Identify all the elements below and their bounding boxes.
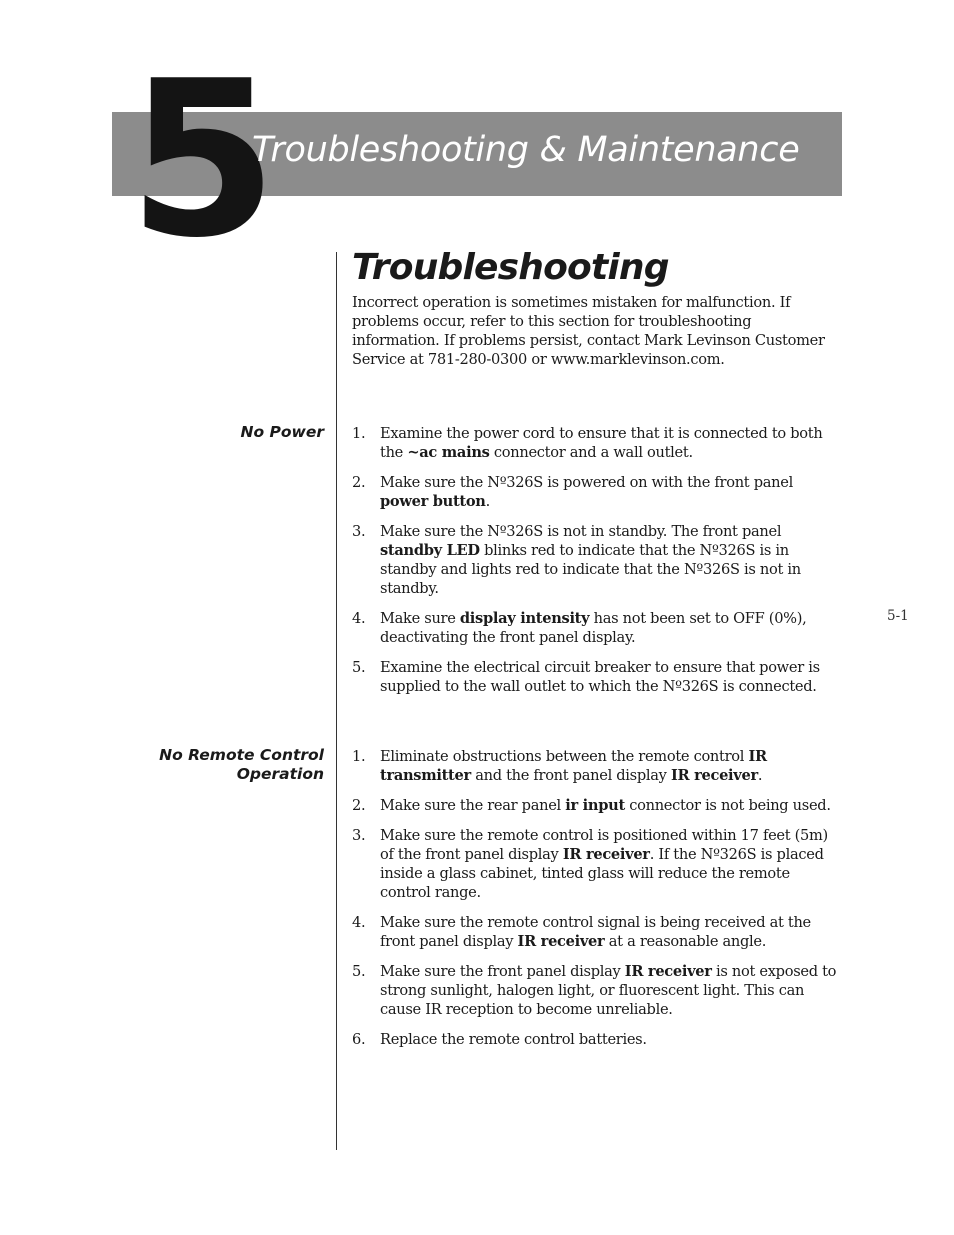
list-item (352, 962, 844, 1019)
no-remote-list (352, 747, 844, 1060)
list-item-number: 1. (352, 748, 366, 765)
list-item-emphasis: IR receiver (517, 933, 605, 950)
list-item-number: 2. (352, 797, 366, 814)
list-item (352, 522, 844, 598)
list-item-emphasis: standby LED (380, 542, 480, 559)
list-item (352, 747, 844, 785)
list-item-emphasis: IR receiver (670, 767, 758, 784)
list-item-emphasis: display intensity (459, 610, 590, 627)
list-item-text: Make sure (380, 610, 460, 627)
list-item-text: is not exposed to strong sunlight, halogen light, or fluorescent light. This can cause IR reception to become unreliable. (380, 963, 837, 1018)
list-item-number: 2. (352, 474, 366, 491)
no-remote-heading-line2: Operation (236, 765, 324, 783)
list-item-text: Make sure the Nº326S is powered on with the front panel (380, 474, 793, 491)
list-item (352, 424, 844, 462)
no-remote-heading-line1: No Remote Control (159, 746, 324, 764)
list-item-number: 4. (352, 610, 366, 627)
list-item-text: Make sure the remote control signal is being received at the front panel display (380, 914, 811, 950)
no-remote-heading (159, 746, 324, 784)
list-item-text: Examine the power cord to ensure that it is connected to both the (380, 425, 823, 461)
no-power-heading: No Power (240, 423, 324, 441)
list-item-text: Replace the remote control batteries. (380, 1031, 647, 1048)
list-item-number: 5. (352, 963, 366, 980)
list-item-text: Make sure the remote control is positioned within 17 feet (5m) of the front panel display (380, 827, 828, 863)
list-item-number: 5. (352, 659, 366, 676)
list-item (352, 796, 844, 815)
list-item-number: 3. (352, 827, 366, 844)
list-item-number: 6. (352, 1031, 366, 1048)
list-item-emphasis: power button (380, 493, 486, 510)
list-item-text: Make sure the Nº326S is not in standby. The front panel (380, 523, 782, 540)
list-item-number: 3. (352, 523, 366, 540)
page-number: 5-1 (887, 608, 909, 624)
list-item-number: 4. (352, 914, 366, 931)
list-item-text: . If the Nº326S is placed inside a glass cabinet, tinted glass will reduce the remote control range. (380, 846, 824, 901)
list-item-text: Make sure the rear panel (380, 797, 566, 814)
list-item-text: has not been set to OFF (0%), deactivating the front panel display. (380, 610, 807, 646)
list-item-text: Make sure the front panel display (380, 963, 625, 980)
list-item-text: connector and a wall outlet. (489, 444, 693, 461)
list-item-emphasis: IR receiver (624, 963, 712, 980)
list-item (352, 473, 844, 511)
list-item-text: connector is not being used. (624, 797, 831, 814)
intro-paragraph: Incorrect operation is sometimes mistaken for malfunction. If problems occur, refer to this section for troubleshooting information. If problems persist, contact Mark Levinson Customer Service at 781-280-0300 or www.marklevinson.com. (352, 294, 825, 368)
list-item-text: Eliminate obstructions between the remote control (380, 748, 749, 765)
section-title: Troubleshooting (352, 247, 669, 288)
list-item-emphasis: ~ac mains (407, 444, 490, 461)
list-item (352, 609, 844, 647)
list-item (352, 1030, 844, 1049)
no-power-list (352, 424, 844, 707)
list-item-emphasis: ir input (565, 797, 625, 814)
list-item-emphasis: IR transmitter (380, 748, 767, 784)
list-item (352, 658, 844, 696)
list-item (352, 826, 844, 902)
list-item-text: at a reasonable angle. (604, 933, 767, 950)
vertical-divider (336, 252, 337, 1150)
chapter-number: 5 (128, 34, 274, 285)
chapter-title: Troubleshooting & Maintenance (252, 130, 800, 170)
list-item-number: 1. (352, 425, 366, 442)
list-item-emphasis: IR receiver (562, 846, 650, 863)
list-item (352, 913, 844, 951)
list-item-text: . (485, 493, 490, 510)
list-item-text: blinks red to indicate that the Nº326S is in standby and lights red to indicate that the Nº326S is not in standby. (380, 542, 801, 597)
list-item-text: Examine the electrical circuit breaker to ensure that power is supplied to the wall outlet to which the Nº326S is connected. (380, 659, 820, 695)
list-item-text: and the front panel display (470, 767, 671, 784)
list-item-text: . (757, 767, 763, 784)
